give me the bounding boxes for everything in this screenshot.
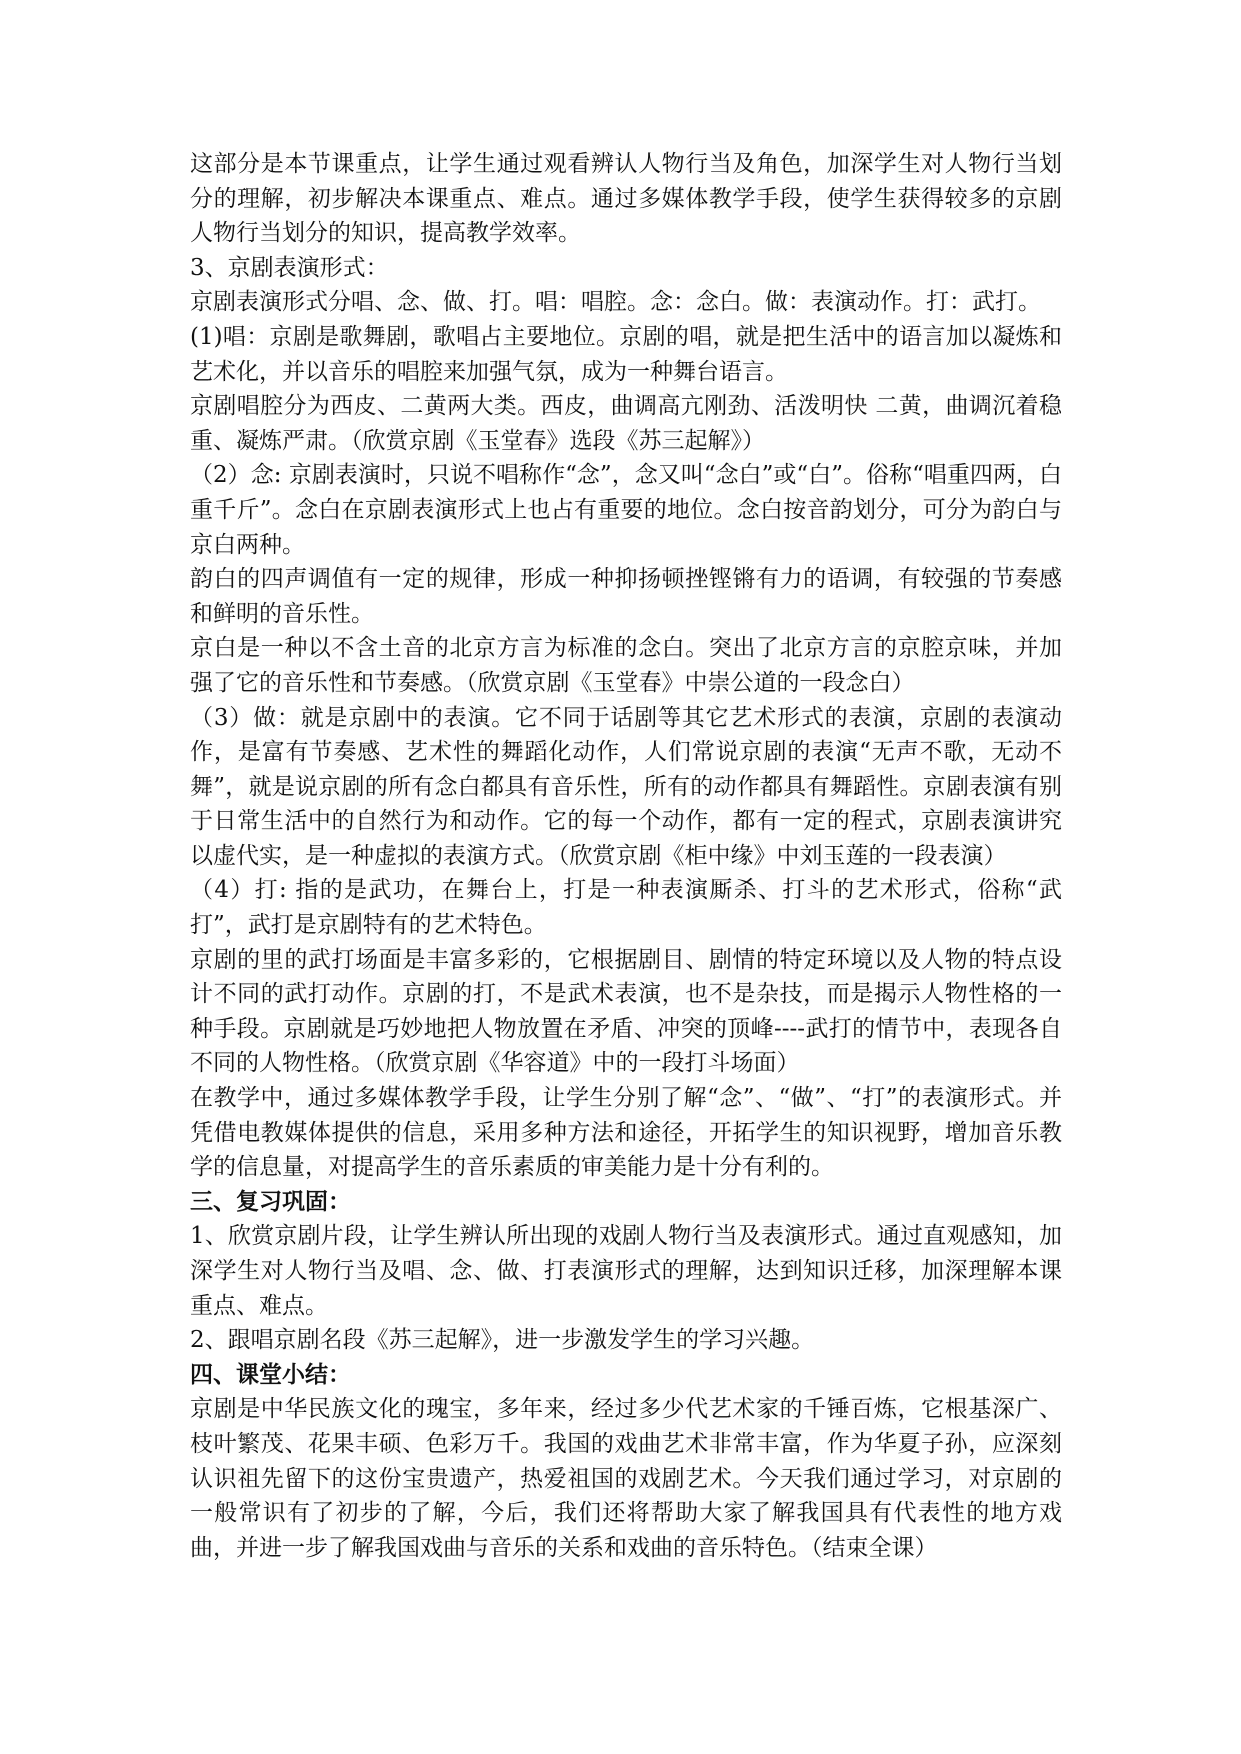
- paragraph-review-2: 2、跟唱京剧名段《苏三起解》，进一步激发学生的学习兴趣。: [190, 1327, 815, 1354]
- paragraph-fighting: （4）打: 指的是武功，在舞台上，打是一种表演厮杀、打斗的艺术形式，俗称“武打”，武打是京剧特有的艺术特色。: [190, 877, 1062, 939]
- paragraph-yunbai: 韵白的四声调值有一定的规律，形成一种抑扬顿挫铿锵有力的语调，有较强的节奏感和鲜明的音乐性。: [190, 566, 1062, 627]
- paragraph-jingbai: 京白是一种以不含土音的北京方言为标准的念白。突出了北京方言的京腔京味，并加强了它的音乐性和节奏感。（欣赏京剧《玉堂春》中崇公道的一段念白）: [190, 635, 1062, 696]
- paragraph-singing: (1)唱：京剧是歌舞剧，歌唱占主要地位。京剧的唱，就是把生活中的语言加以凝炼和艺术化，并以音乐的唱腔来加强气氛，成为一种舞台语言。: [190, 323, 1062, 385]
- paragraph-teaching-method: 在教学中，通过多媒体教学手段，让学生分别了解“念”、“做”、“打”的表演形式。并凭借电教媒体提供的信息，采用多种方法和途径，开拓学生的知识视野，增加音乐教学的信息量，对提高学生的音乐素质的审美能力是十分有利的。: [190, 1085, 1062, 1181]
- section-heading-performance-forms: 3、京剧表演形式：: [190, 254, 389, 281]
- paragraph-acting: （3）做：就是京剧中的表演。它不同于话剧等其它艺术形式的表演，京剧的表演动作，是富有节奏感、艺术性的舞蹈化动作，人们常说京剧的表演“无声不歌，无动不舞”，就是说京剧的所有念白都具有音乐性，所有的动作都具有舞蹈性。京剧表演有别于日常生活中的自然行为和动作。它的每一个动作，都有一定的程式，京剧表演讲究以虚代实，是一种虚拟的表演方式。（欣赏京剧《柜中缘》中刘玉莲的一段表演）: [190, 704, 1062, 869]
- heading-summary: 四、课堂小结：: [190, 1360, 351, 1388]
- paragraph-recitation: （2）念: 京剧表演时，只说不唱称作“念”，念又叫“念白”或“白”。俗称“唱重四两，白重千斤”。念白在京剧表演形式上也占有重要的地位。念白按音韵划分，可分为韵白与京白两种。: [190, 462, 1062, 558]
- paragraph-fighting-scenes: 京剧的里的武打场面是丰富多彩的，它根据剧目、剧情的特定环境以及人物的特点设计不同的武打动作。京剧的打，不是武术表演，也不是杂技，而是揭示人物性格的一种手段。京剧就是巧妙地把人物放置在矛盾、冲突的顶峰----武打的情节中，表现各自不同的人物性格。（欣赏京剧《华容道》中的一段打斗场面）: [190, 946, 1062, 1077]
- document-page: [190, 147, 1062, 1565]
- paragraph-performance-overview: 京剧表演形式分唱、念、做、打。唱：唱腔。念：念白。做：表演动作。打：武打。: [190, 289, 1041, 316]
- heading-review: 三、复习巩固：: [190, 1187, 351, 1215]
- paragraph-review-1: 1、欣赏京剧片段，让学生辨认所出现的戏剧人物行当及表演形式。通过直观感知，加深学生对人物行当及唱、念、做、打表演形式的理解，达到知识迁移，加深理解本课重点、难点。: [190, 1223, 1062, 1319]
- paragraph-lesson-focus: 这部分是本节课重点，让学生通过观看辨认人物行当及角色，加深学生对人物行当划分的理解，初步解决本课重点、难点。通过多媒体教学手段，使学生获得较多的京剧人物行当划分的知识，提高教学效率。: [190, 151, 1062, 247]
- paragraph-summary: 京剧是中华民族文化的瑰宝，多年来，经过多少代艺术家的千锤百炼，它根基深广、枝叶繁茂、花果丰硕、色彩万千。我国的戏曲艺术非常丰富，作为华夏子孙，应深刻认识祖先留下的这份宝贵遗产，热爱祖国的戏剧艺术。今天我们通过学习，对京剧的一般常识有了初步的了解，今后，我们还将帮助大家了解我国具有代表性的地方戏曲，并进一步了解我国戏曲与音乐的关系和戏曲的音乐特色。（结束全课）: [190, 1396, 1062, 1561]
- paragraph-singing-styles: 京剧唱腔分为西皮、二黄两大类。西皮，曲调高亢刚劲、活泼明快 二黄，曲调沉着稳重、凝炼严肃。（欣赏京剧《玉堂春》选段《苏三起解》）: [190, 393, 1062, 454]
